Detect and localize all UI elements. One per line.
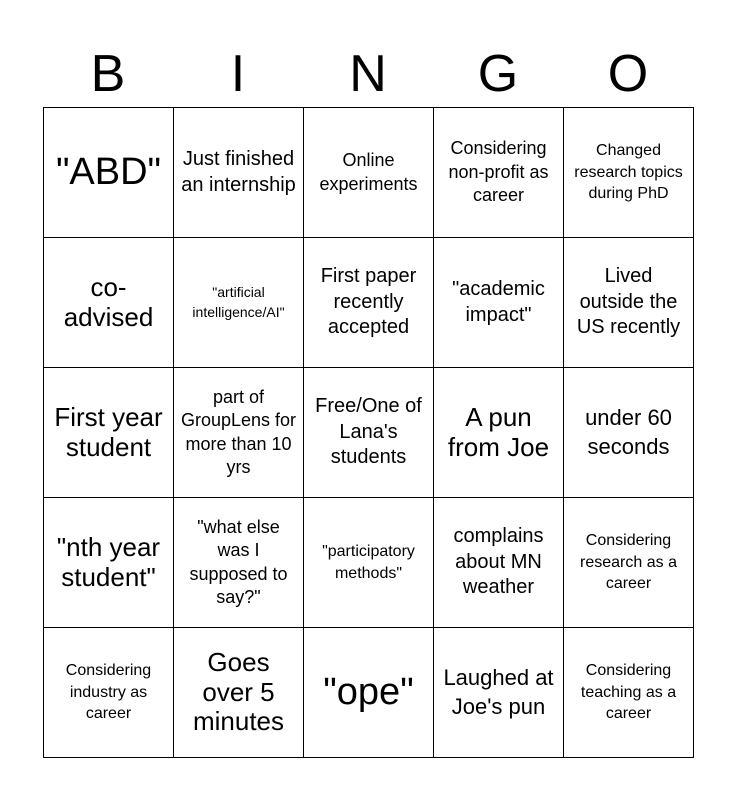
cell-text: Considering teaching as a career (580, 662, 677, 723)
bingo-cell-r3-c1[interactable] (44, 368, 174, 498)
bingo-cell-r5-c4[interactable] (434, 628, 564, 758)
bingo-grid (43, 107, 694, 758)
cell-text: A pun from Joe (447, 401, 550, 462)
header-letter-i: I (230, 45, 246, 103)
cell-text: Online experiments (319, 150, 418, 194)
bingo-cell-r3-c5[interactable] (564, 368, 694, 498)
cell-text: Considering industry as career (65, 662, 152, 723)
cell-text: Just finished an internship (181, 147, 296, 196)
bingo-cell-r4-c3[interactable] (304, 498, 434, 628)
bingo-cell-r3-c4[interactable] (434, 368, 564, 498)
cell-text: "artificial intelligence/AI" (192, 283, 285, 320)
bingo-cell-r1-c1[interactable] (44, 108, 174, 238)
bingo-cell-r5-c5[interactable] (564, 628, 694, 758)
cell-text: "ABD" (55, 150, 162, 193)
cell-text: "academic impact" (452, 277, 545, 326)
cell-text: "ope" (323, 670, 414, 713)
cell-text: Lived outside the US recently (576, 265, 681, 339)
bingo-cell-r5-c2[interactable] (174, 628, 304, 758)
bingo-cell-r4-c4[interactable] (434, 498, 564, 628)
bingo-cell-r1-c5[interactable] (564, 108, 694, 238)
header-letter-n: N (349, 45, 387, 103)
header-letter-g: G (477, 45, 519, 103)
bingo-cell-r1-c3[interactable] (304, 108, 434, 238)
bingo-cell-r3-c2[interactable] (174, 368, 304, 498)
bingo-cell-r3-c3[interactable] (304, 368, 434, 498)
cell-text: complains about MN weather (453, 525, 544, 599)
cell-text: "participatory methods" (322, 542, 415, 582)
cell-text: Goes over 5 minutes (192, 646, 285, 737)
cell-text: First year student (54, 401, 163, 462)
cell-text: First paper recently accepted (320, 265, 417, 339)
cell-text: under 60 seconds (585, 404, 672, 459)
cell-text: "nth year student" (56, 531, 161, 592)
header-letter-b: B (90, 45, 126, 103)
bingo-cell-r2-c4[interactable] (434, 238, 564, 368)
bingo-cell-r5-c3[interactable] (304, 628, 434, 758)
bingo-cell-r2-c1[interactable] (44, 238, 174, 368)
bingo-cell-r4-c2[interactable] (174, 498, 304, 628)
bingo-cell-r2-c3[interactable] (304, 238, 434, 368)
cell-text: Changed research topics during PhD (574, 142, 683, 203)
bingo-cell-r2-c2[interactable] (174, 238, 304, 368)
cell-text: Free/One of Lana's students (315, 395, 422, 469)
bingo-cell-r5-c1[interactable] (44, 628, 174, 758)
cell-text: co-advised (63, 271, 154, 332)
bingo-cell-r2-c5[interactable] (564, 238, 694, 368)
header-letter-o: O (607, 45, 649, 103)
bingo-cell-r4-c1[interactable] (44, 498, 174, 628)
bingo-cell-r1-c4[interactable] (434, 108, 564, 238)
cell-text: part of GroupLens for more than 10 yrs (180, 386, 297, 477)
cell-text: Considering research as a career (580, 532, 677, 593)
bingo-cell-r1-c2[interactable] (174, 108, 304, 238)
cell-text: Considering non-profit as career (448, 138, 549, 206)
cell-text: "what else was I supposed to say?" (189, 516, 288, 607)
bingo-cell-r4-c5[interactable] (564, 498, 694, 628)
cell-text: Laughed at Joe's pun (443, 664, 554, 719)
bingo-header (43, 40, 693, 108)
